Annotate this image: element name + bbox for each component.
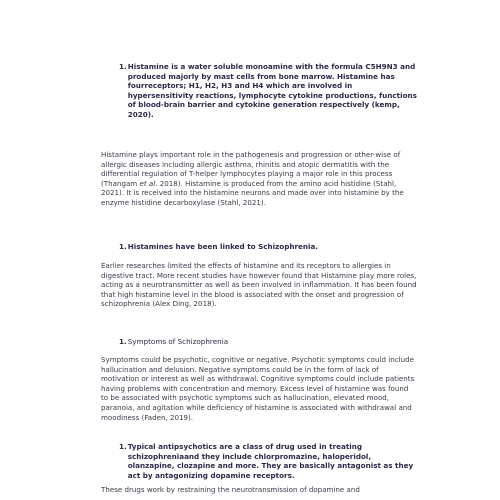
paragraph-symptoms: Symptoms could be psychotic, cognitive or negative. Psychotic symptoms could include hallucination and delusion. Negative symptoms could be in the form of lack of motivation or interest as well as withdrawal. Cognitive symptoms could include patients having problems with concentration and memory. Excess level of histamine was found to be associated with psychotic symptoms such as hallucination, elevated mood, paranoia, and agitation while deficiency of histamine is associated with withdrawal and moodiness (Faden, 2019). <box>101 355 415 422</box>
paragraph-histamine-role <box>101 150 417 208</box>
paragraph-italic: et al <box>139 178 156 188</box>
list-number: 1. <box>119 337 127 346</box>
section-1-heading <box>101 62 417 120</box>
paragraph-text: . 2018). Histamine is produced from the amino acid histidine (Stahl, 2021). It is received into the histamine neurons and made over into histamine by the enzyme histidine decarboxylase (Stahl, 2021). <box>101 178 404 207</box>
list-number: 1. <box>119 62 127 71</box>
heading-text: Typical antipsychotics are a class of drug used in treating schizophreniaand they include chlorpromazine, haloperidol, olanzapine, clozapine and more. They are basically antagonist as they act by antagonizing dopamine receptors. <box>127 442 414 480</box>
heading-text: Histamines have been linked to Schizophrenia. <box>127 242 319 251</box>
section-4-heading <box>101 442 417 480</box>
section-2-heading <box>101 242 417 252</box>
list-number: 1. <box>119 242 127 251</box>
paragraph-schizophrenia-link: Earlier researches limited the effects of histamine and its receptors to allergies in digestive tract. More recent studies have however found that Histamine play more roles, acting as a neurotransmitter as well as been involved in inflammation. It has been found that high histamine level in the blood is associated with the onset and progression of schizophrenia (Alex Ding, 2018). <box>101 261 417 309</box>
section-3-heading <box>101 337 417 347</box>
paragraph-text: Histamine plays important role in the pathogenesis and progression or other-wise of allergic diseases including allergic asthma, rhinitis and atopic dermatitis with the differential regulation of T-helper lymphocytes playing a major role in this process (Thangam <box>101 150 401 188</box>
heading-text: Histamine is a water soluble monoamine with the formula C5H9N3 and produced majorly by mast cells from bone marrow. Histamine has fourreceptors; H1, H2, H3 and H4 which are involved in hypersensitivity reactions, lymphocyte cytokine productions, functions of blood-brain barrier and cytokine generation respectively (kemp, 2020). <box>127 62 417 119</box>
heading-text: Symptoms of Schizophrenia <box>127 337 229 346</box>
list-number: 1. <box>119 442 127 451</box>
paragraph-antipsychotics: These drugs work by restraining the neurotransmission of dopamine and <box>101 485 360 494</box>
